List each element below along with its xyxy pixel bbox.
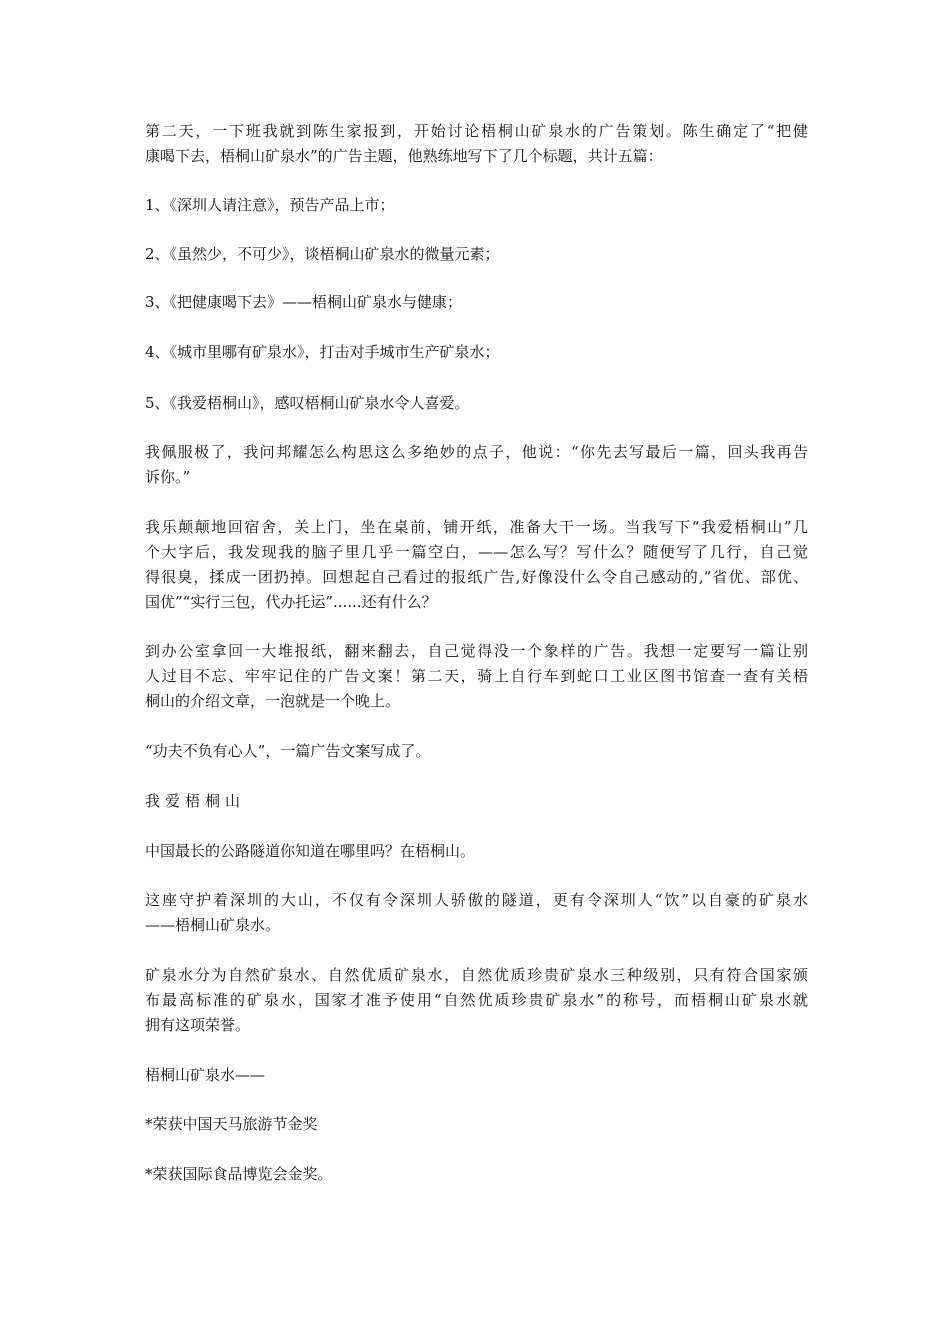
paragraph-line: 到办公室拿回一大堆报纸，翻来翻去，自己觉得没一个象样的广告。我想一定要写一篇让别	[145, 642, 808, 660]
paragraph-line: ——梧桐山矿泉水。	[145, 916, 281, 934]
list-item: 2、《虽然少，不可少》，谈梧桐山矿泉水的微量元素；	[145, 245, 500, 263]
paragraph-line: 个大字后，我发现我的脑子里几乎一篇空白，——怎么写？写什么？随便写了几行，自己觉	[145, 543, 808, 561]
paragraph-line: 我佩服极了，我问邦耀怎么构思这么多绝妙的点子，他说：“你先去写最后一篇，回头我再告	[145, 443, 808, 461]
paragraph-line: 布最高标准的矿泉水，国家才准予使用“自然优质珍贵矿泉水”的称号，而梧桐山矿泉水就	[145, 991, 808, 1009]
list-item: 5、《我爱梧桐山》，感叹梧桐山矿泉水令人喜爱。	[145, 394, 470, 412]
award-item: *荣获中国天马旅游节金奖	[145, 1115, 318, 1133]
paragraph-line: 第二天，一下班我就到陈生家报到，开始讨论梧桐山矿泉水的广告策划。陈生确定了“把健	[145, 122, 808, 140]
ad-title: 我爱梧桐山	[145, 792, 246, 810]
list-item: 1、《深圳人请注意》，预告产品上市；	[145, 196, 395, 214]
award-item: *荣获国际食品博览会金奖。	[145, 1165, 333, 1183]
paragraph-line: 人过目不忘、牢牢记住的广告文案！第二天，骑上自行车到蛇口工业区图书馆查一查有关梧	[145, 667, 808, 685]
paragraph-line: 这座守护着深圳的大山，不仅有令深圳人骄傲的隧道，更有令深圳人“饮”以自豪的矿泉水	[145, 891, 808, 909]
list-item: 3、《把健康喝下去》——梧桐山矿泉水与健康；	[145, 293, 463, 311]
list-item: 4、《城市里哪有矿泉水》，打击对手城市生产矿泉水；	[145, 343, 500, 361]
paragraph-line: 拥有这项荣誉。	[145, 1016, 251, 1034]
paragraph-line: 诉你。”	[145, 468, 191, 486]
paragraph-line: “功夫不负有心人”，一篇广告文案写成了。	[145, 742, 431, 760]
paragraph-line: 中国最长的公路隧道你知道在哪里吗？在梧桐山。	[145, 842, 476, 860]
paragraph-line: 桐山的介绍文章，一泡就是一个晚上。	[145, 692, 401, 710]
paragraph-line: 得很臭，揉成一团扔掉。回想起自己看过的报纸广告,好像没什么令自己感动的,“省优、部优、	[145, 568, 808, 586]
paragraph-line: 矿泉水分为自然矿泉水、自然优质矿泉水，自然优质珍贵矿泉水三种级别，只有符合国家颁	[145, 966, 808, 984]
paragraph-line: 国优”“实行三包，代办托运”......还有什么？	[145, 593, 437, 611]
paragraph-line: 梧桐山矿泉水——	[145, 1066, 266, 1084]
paragraph-line: 康喝下去，梧桐山矿泉水”的广告主题，他熟练地写下了几个标题，共计五篇：	[145, 147, 663, 165]
paragraph-line: 我乐颠颠地回宿舍，关上门，坐在桌前，铺开纸，准备大干一场。当我写下“我爱梧桐山”几	[145, 518, 808, 536]
